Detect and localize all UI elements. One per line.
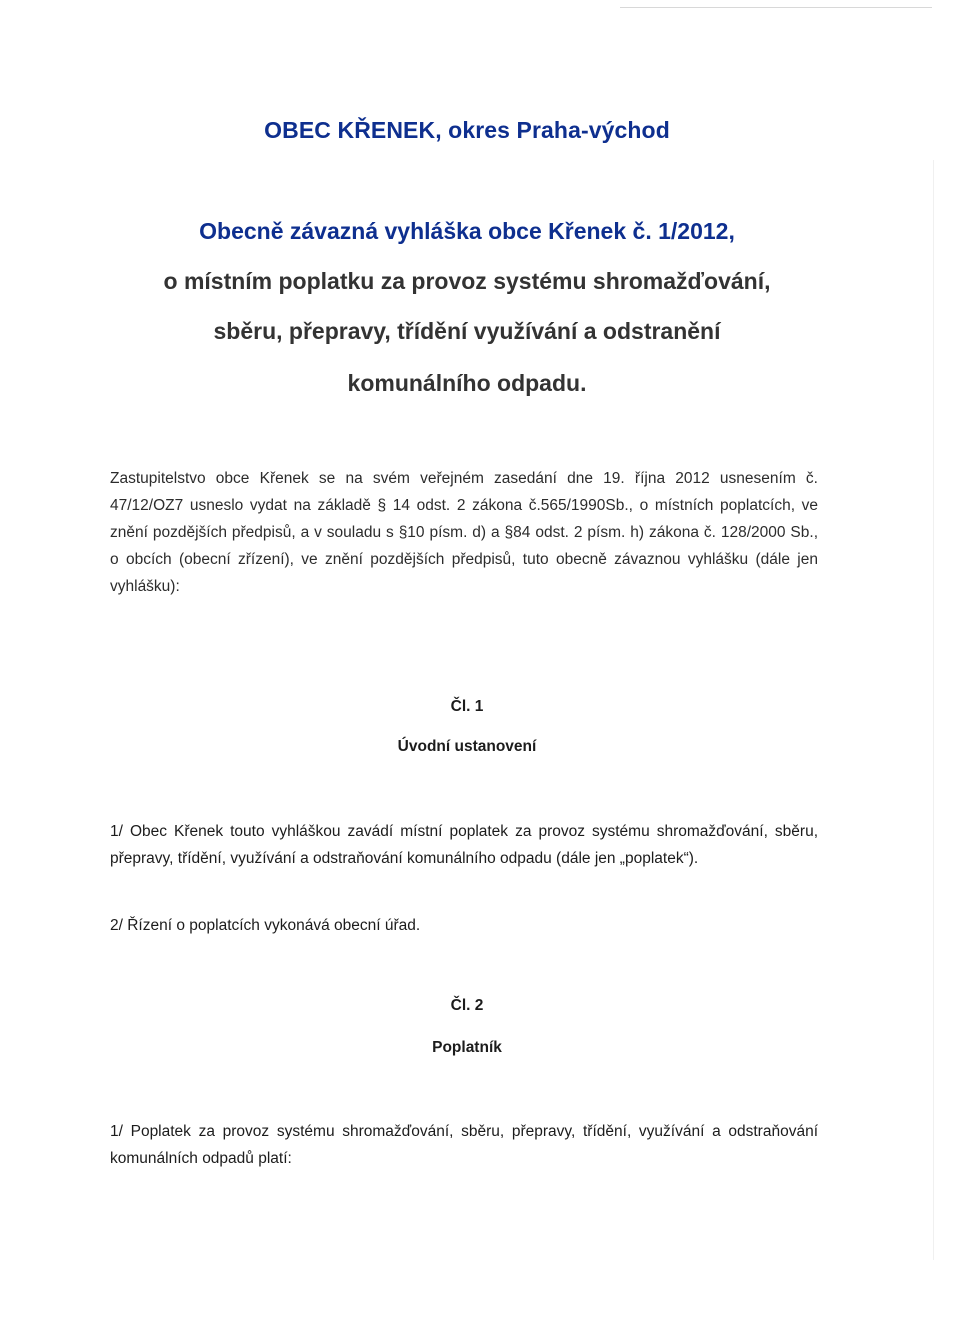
article-1-paragraph-1: 1/ Obec Křenek touto vyhláškou zavádí místní poplatek za provoz systému shromažďování, sběru, přepravy, třídění, využívání a odstraňování komunálního odpadu (dále jen „poplatek“).	[110, 823, 818, 867]
article-1-paragraph-2: 2/ Řízení o poplatcích vykonává obecní úřad.	[110, 917, 421, 934]
article-2-title: Poplatník	[432, 1039, 502, 1056]
ordinance-title-line-3: sběru, přepravy, třídění využívání a odstranění	[213, 318, 721, 344]
article-1-number: Čl. 1	[450, 698, 484, 715]
ordinance-title-line-4: komunálního odpadu.	[347, 370, 587, 396]
article-2-number: Čl. 2	[450, 997, 484, 1014]
article-1-title: Úvodní ustanovení	[397, 738, 537, 755]
municipality-header: OBEC KŘENEK, okres Praha-východ	[264, 117, 670, 143]
scan-artifact-line	[620, 7, 932, 8]
article-2-paragraph-1: 1/ Poplatek za provoz systému shromažďování, sběru, přepravy, třídění, využívání a odstraňování komunálních odpadů platí:	[110, 1123, 818, 1167]
ordinance-title-line-1: Obecně závazná vyhláška obce Křenek č. 1/2012,	[199, 218, 735, 244]
ordinance-title-line-2: o místním poplatku za provoz systému shromažďování,	[163, 268, 771, 294]
preamble-paragraph: Zastupitelstvo obce Křenek se na svém veřejném zasedání dne 19. října 2012 usnesením č. 47/12/OZ7 usneslo vydat na základě § 14 odst. 2 zákona č.565/1990Sb., o místních poplatcích, ve znění pozdějších předpisů, a v souladu s §10 písm. d) a §84 odst. 2 písm. h) zákona č. 128/2000 Sb., o obcích (obecní zřízení), ve znění pozdějších předpisů, tuto obecně závaznou vyhlášku (dále jen vyhlášku):	[110, 470, 818, 595]
